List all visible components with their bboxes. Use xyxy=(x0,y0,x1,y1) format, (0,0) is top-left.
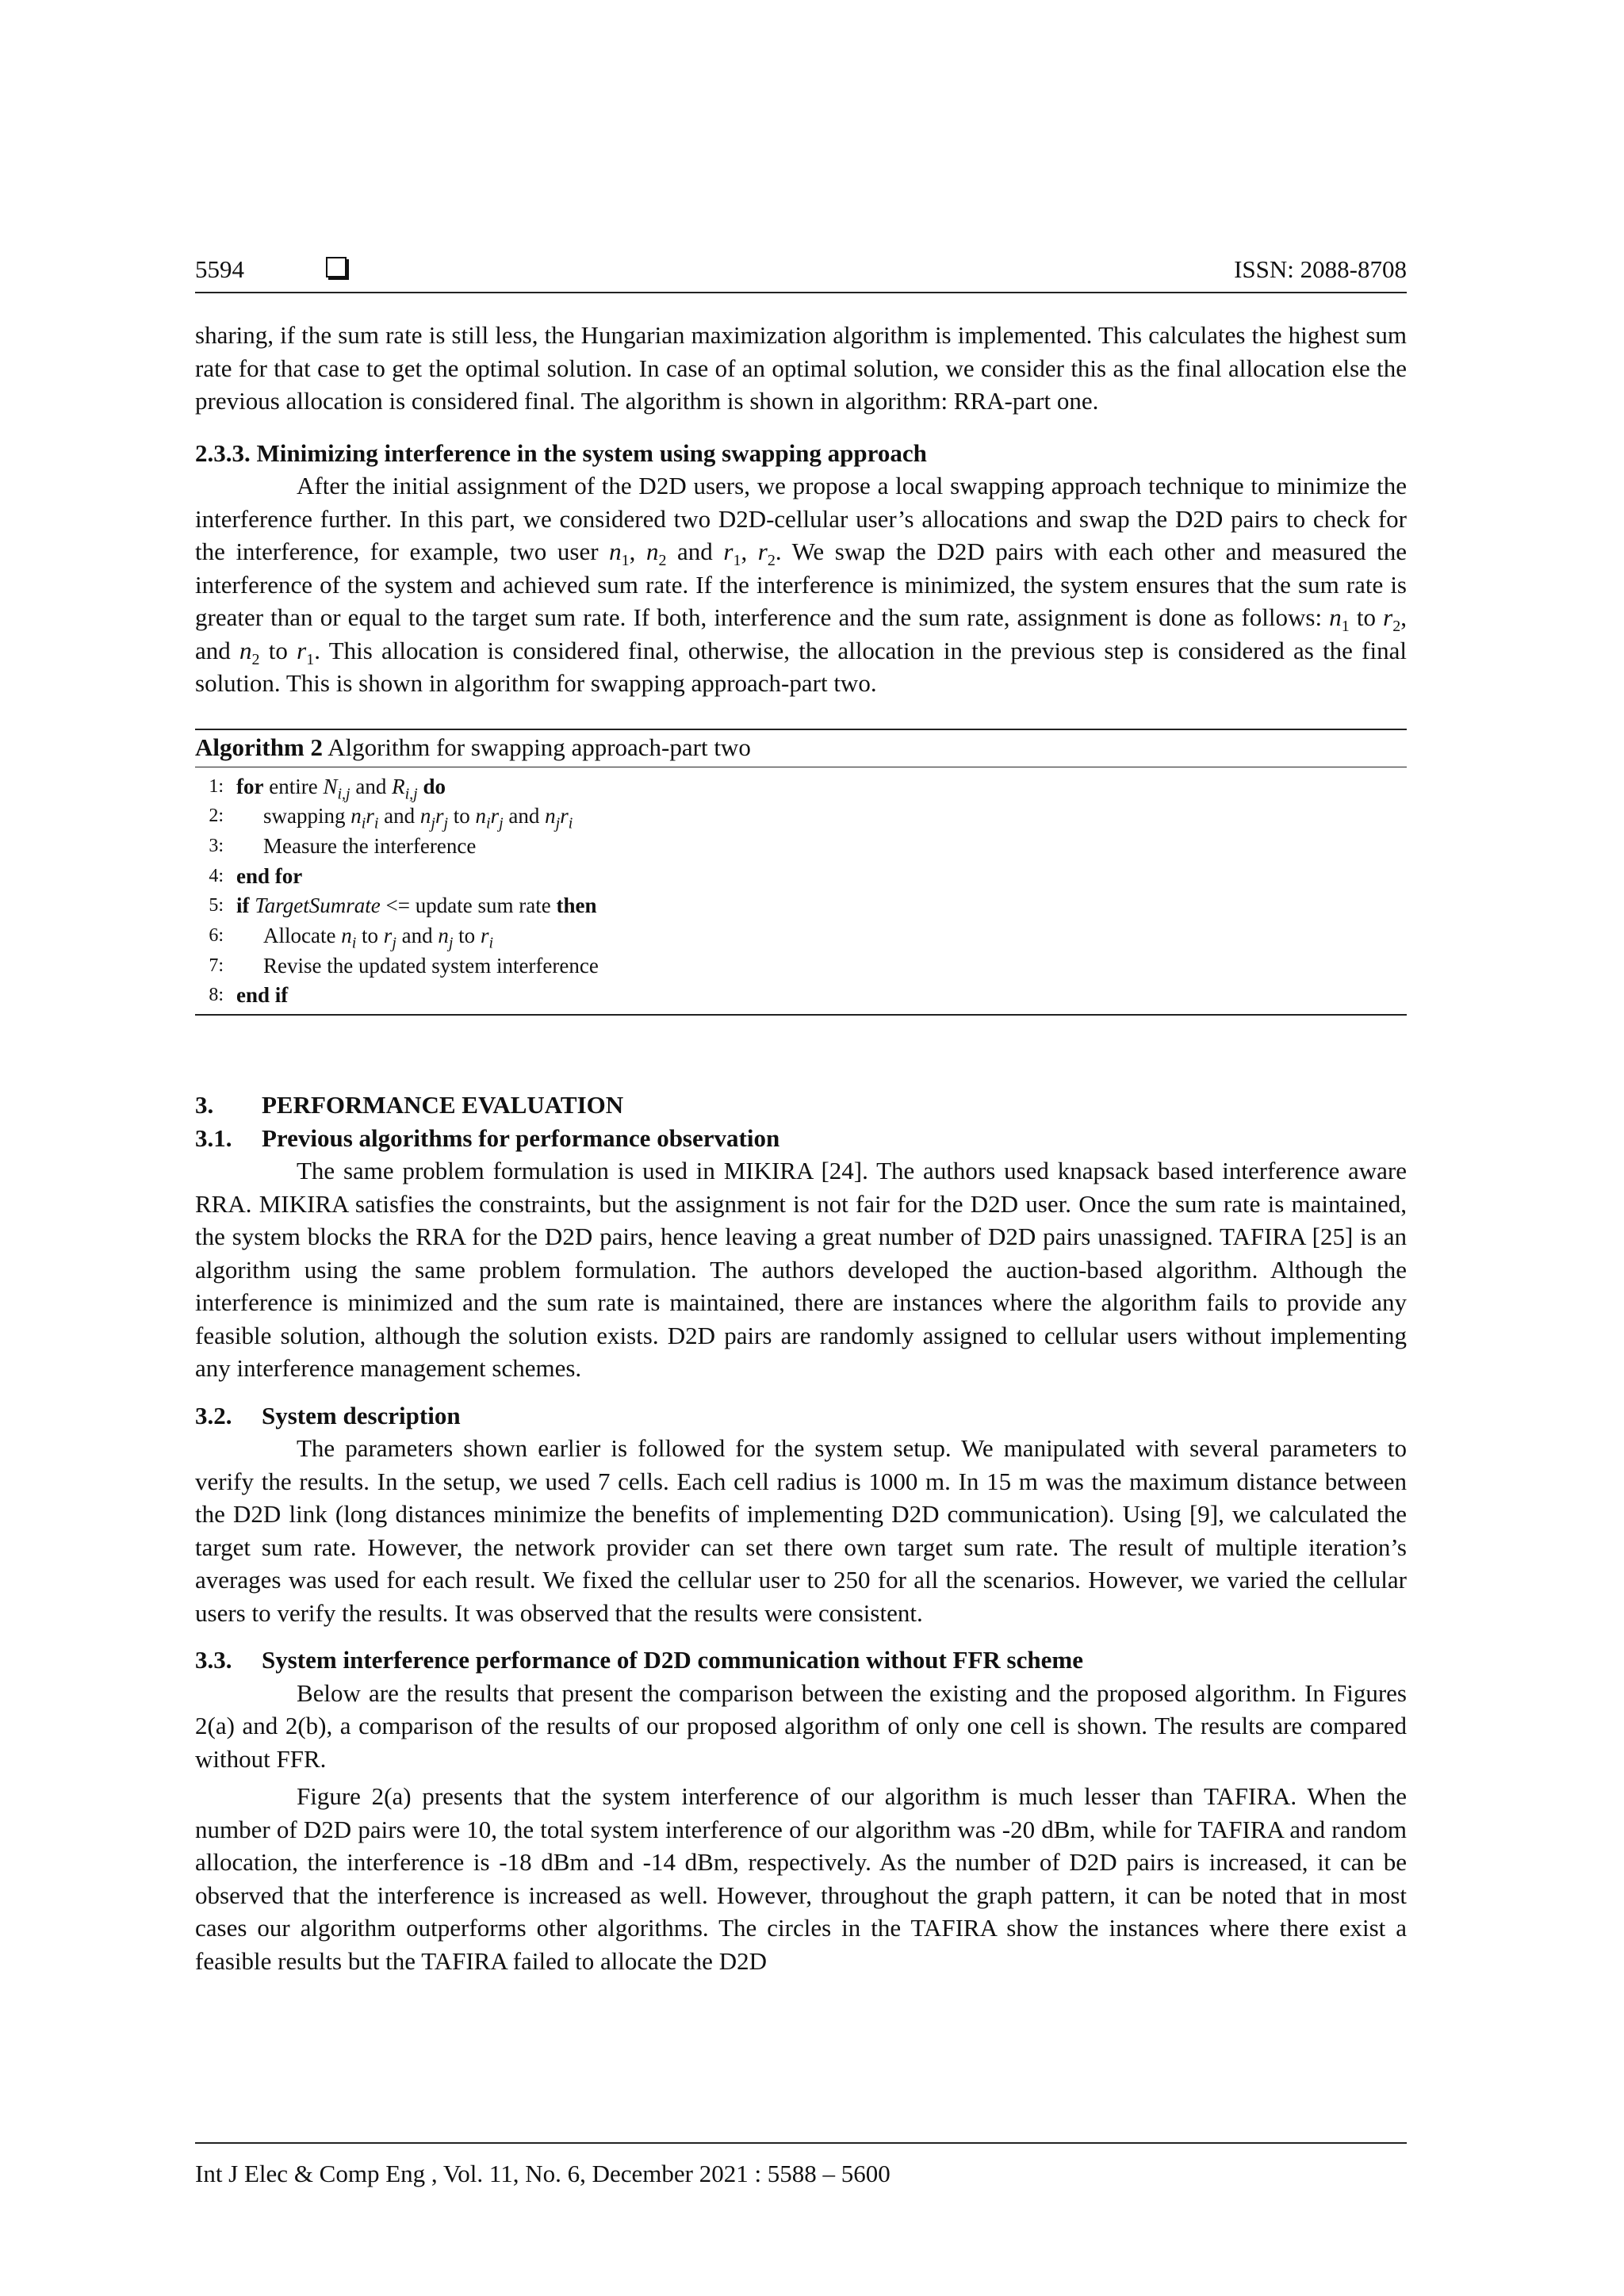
box-icon xyxy=(326,257,347,277)
section-2-3-3-heading: 2.3.3. Minimizing interference in the system using swapping approach xyxy=(195,438,927,467)
section-3-heading: 3. PERFORMANCE EVALUATION xyxy=(195,1091,624,1119)
page-content xyxy=(195,319,1407,1977)
issn-label: ISSN: 2088-8708 xyxy=(1234,255,1407,283)
algorithm-line-5: 5: if TargetSumrate <= update sum rate then xyxy=(209,894,597,918)
section-3-3-paragraph-2: Figure 2(a) presents that the system interference of our algorithm is much lesser than TAFIRA. When the number of D2D pairs were 10, the total system interference of our algorithm was -20 dBm, while for TAFIRA and random allocation, the interference is -18 dBm and -14 dBm, respectively. As the number of D2D pairs is increased, it can be observed that the interference is increased as well. However, throughout the graph pattern, it can be noted that in most cases our algorithm outperforms other algorithms. The circles in the TAFIRA show the instances where there exist a feasible results but the TAFIRA failed to allocate the D2D xyxy=(195,1782,1407,1975)
section-3-3-heading: 3.3. System interference performance of D2D communication without FFR scheme xyxy=(195,1646,1083,1674)
algorithm-title: Algorithm 2 Algorithm for swapping approach-part two xyxy=(195,730,1407,767)
section-3-2-heading: 3.2. System description xyxy=(195,1401,461,1429)
algorithm-box xyxy=(195,729,1407,1016)
section-3-1-heading: 3.1. Previous algorithms for performance observation xyxy=(195,1123,780,1152)
section-3-1-paragraph: The same problem formulation is used in MIKIRA [24]. The authors used knapsack based interference aware RRA. MIKIRA satisfies the constraints, but the assignment is not fair for the D2D user. Once the sum rate is maintained, the system blocks the RRA for the D2D pairs, hence leaving a great number of D2D pairs unassigned. TAFIRA [25] is an algorithm using the same problem formulation. The authors developed the auction-based algorithm. Although the interference is minimized and the sum rate is maintained, there are instances where the algorithm fails to provide any feasible solution, although the solution exists. D2D pairs are randomly assigned to cellular users without implementing any interference management schemes. xyxy=(195,1157,1407,1383)
section-2-3-3-paragraph: After the initial assignment of the D2D users, we propose a local swapping approach technique to minimize the interference further. In this part, we considered two D2D-cellular user’s allocations and swap the D2D pairs to check for the interference, for example, two user $n_1$, $n_2$ and $r_1$, $r_2$. We swap the D2D pairs with each other and measured the interference of the system and achieved sum rate. If the interference is minimized, the system ensures that the sum rate is greater than or equal to the target sum rate. If both, interference and the sum rate, assignment is done as follows: $n_1$ to $r_2$, and $n_2$ to $r_1$. This allocation is considered final, otherwise, the allocation in the previous step is considered as the final solution. This is shown in algorithm for swapping approach-part two. xyxy=(195,472,1407,697)
section-3-3-paragraph-1: Below are the results that present the comparison between the existing and the proposed algorithm. In Figures 2(a) and 2(b), a comparison of the results of our proposed algorithm of only one cell is shown. The results are compared without FFR. xyxy=(195,1678,1407,1773)
algorithm-line-7: 7: Revise the updated system interference xyxy=(209,953,599,978)
page-header xyxy=(195,252,1407,293)
section-3-2-paragraph: The parameters shown earlier is followed for the system setup. We manipulated with several parameters to verify the results. In the setup, we used 7 cells. Each cell radius is 1000 m. In 15 m was the maximum distance between the D2D link (long distances minimize the benefits of implementing D2D communication). Using [9], we calculated the target sum rate. However, the network provider can set there own target sum rate. The result of multiple iteration’s averages was used for each result. We fixed the cellular user to 250 for all the scenarios. However, we varied the cellular users to verify the results. It was observed that the results were consistent. xyxy=(195,1434,1407,1627)
algorithm-line-3: 3: Measure the interference xyxy=(209,833,477,858)
page-number: 5594 xyxy=(195,255,244,283)
algorithm-line-1: 1: for entire $N_{i,j}$ and $R_{i,j}$ do xyxy=(209,774,446,802)
algorithm-line-4: 4: end for xyxy=(209,863,303,888)
intro-paragraph: sharing, if the sum rate is still less, the Hungarian maximization algorithm is implemented. This calculates the highest sum rate for that case to get the optimal solution. In case of an optimal solution, we consider this as the final allocation else the previous allocation is considered final. The algorithm is shown in algorithm: RRA-part one. xyxy=(195,321,1407,415)
algorithm-line-6: 6: Allocate $n_i$ to $r_j$ and $n_j$ to $r_i$ xyxy=(209,924,494,952)
algorithm-line-2: 2: swapping $n_ir_i$ and $n_jr_j$ to $n_ir_j$ and $n_jr_i$ xyxy=(209,804,573,832)
page-footer: Int J Elec & Comp Eng , Vol. 11, No. 6, December 2021 : 5588 – 5600 xyxy=(195,2142,1407,2188)
algorithm-line-8: 8: end if xyxy=(209,983,289,1008)
